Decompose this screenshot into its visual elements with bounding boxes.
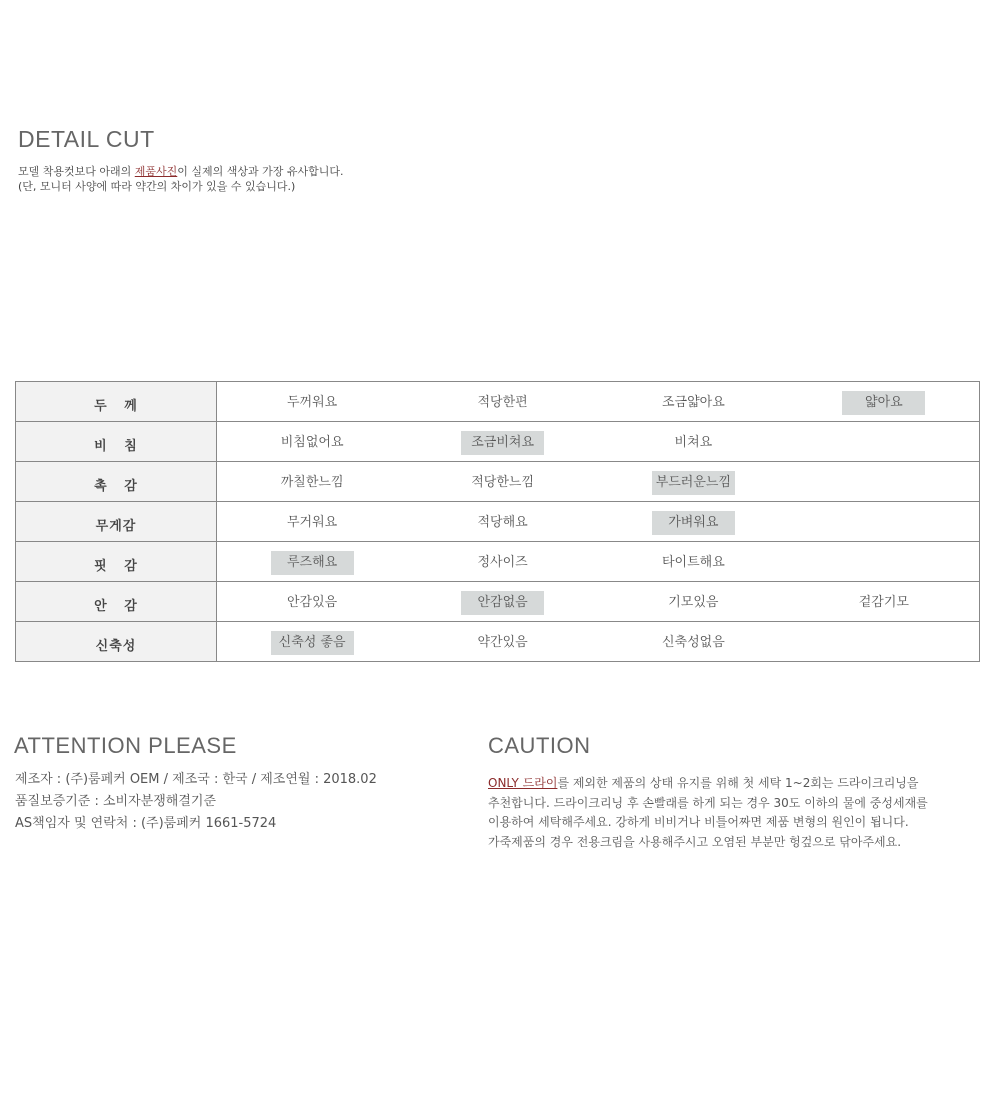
- spec-option-cell: [217, 462, 408, 502]
- attention-title: ATTENTION PLEASE: [14, 733, 237, 758]
- quality-standard-line: 품질보증기준 : 소비자분쟁해결기준: [15, 794, 217, 809]
- spec-option-cell: [598, 382, 789, 422]
- spec-row-label: 신축성: [95, 638, 137, 654]
- spec-option-selected: 신축성 좋음: [271, 631, 354, 655]
- caution-line-2: 추천합니다. 드라이크리닝 후 손빨래를 하게 되는 경우 30도 이하의 물에 중성세재를: [488, 795, 928, 810]
- spec-option-cell: [217, 582, 408, 622]
- caution-line-4: 가죽제품의 경우 전용크림을 사용해주시고 오염된 부분만 헝겊으로 닦아주세요.: [488, 834, 902, 849]
- spec-option-cell: [217, 382, 408, 422]
- spec-row-label-cell: [16, 502, 217, 542]
- spec-option-selected: 루즈해요: [271, 551, 354, 575]
- spec-row-label: 무게감: [95, 518, 137, 534]
- spec-option-cell: [217, 622, 408, 662]
- detail-desc-line-1: 모델 착용컷보다 아래의 제품사진이 실제의 색상과 가장 유사합니다.: [18, 165, 344, 178]
- spec-option-cell: [407, 542, 598, 582]
- spec-option: 조금얇아요: [661, 394, 725, 410]
- spec-row-label-cell: [16, 622, 217, 662]
- spec-row-label: 안 감: [94, 598, 138, 614]
- spec-option-cell: [598, 582, 789, 622]
- spec-option: 적당해요: [477, 514, 528, 530]
- spec-row-label-cell: [16, 422, 217, 462]
- spec-row-label-cell: [16, 542, 217, 582]
- spec-row-label-cell: [16, 462, 217, 502]
- spec-option-cell: [598, 542, 789, 582]
- spec-option-cell: [407, 422, 598, 462]
- manufacturer-line: 제조자 : (주)룸페커 OEM / 제조국 : 한국 / 제조연월 : 2018.02: [15, 772, 377, 787]
- spec-option-cell: [789, 622, 980, 662]
- spec-option: 비쳐요: [674, 434, 713, 450]
- spec-option: 적당한편: [477, 394, 528, 410]
- spec-row: [16, 542, 980, 582]
- spec-option: 신축성없음: [661, 634, 725, 650]
- spec-option-cell: [598, 622, 789, 662]
- spec-row: [16, 622, 980, 662]
- spec-option-cell: [789, 542, 980, 582]
- spec-option-cell: [407, 382, 598, 422]
- spec-row-label-cell: [16, 382, 217, 422]
- spec-option-cell: [789, 502, 980, 542]
- spec-row-label: 비 침: [94, 438, 138, 454]
- spec-option: 타이트해요: [661, 554, 725, 570]
- fabric-spec-table: [15, 381, 980, 662]
- spec-row: [16, 462, 980, 502]
- spec-row: [16, 382, 980, 422]
- spec-option-cell: [407, 622, 598, 662]
- spec-row: [16, 582, 980, 622]
- spec-option-cell: [217, 422, 408, 462]
- spec-option: 약간있음: [477, 634, 528, 650]
- spec-option-cell: [407, 582, 598, 622]
- spec-option: 안감있음: [287, 594, 338, 610]
- detail-cut-description: [18, 164, 344, 194]
- spec-option: 두꺼워요: [287, 394, 338, 410]
- spec-option-cell: [789, 582, 980, 622]
- spec-option-cell: [789, 462, 980, 502]
- spec-option-selected: 부드러운느낌: [652, 471, 735, 495]
- spec-option-cell: [598, 422, 789, 462]
- spec-option-cell: [789, 382, 980, 422]
- spec-option-selected: 가벼워요: [652, 511, 735, 535]
- caution-line-3: 이용하여 세탁해주세요. 강하게 비비거나 비틀어짜면 제품 변형의 원인이 됩니다.: [488, 815, 909, 829]
- spec-option: 까칠한느낌: [280, 474, 344, 490]
- spec-option-cell: [789, 422, 980, 462]
- detail-cut-title: DETAIL CUT: [18, 126, 155, 152]
- detail-desc-line-2: (단, 모니터 사양에 따라 약간의 차이가 있을 수 있습니다.): [18, 180, 296, 193]
- spec-option: 무거워요: [287, 514, 338, 530]
- spec-row-label: 핏 감: [94, 558, 138, 574]
- spec-option: 적당한느낌: [471, 474, 535, 490]
- spec-option: 기모있음: [668, 594, 719, 610]
- spec-row: [16, 502, 980, 542]
- spec-option: 겉감기모: [858, 594, 909, 610]
- as-contact-line: AS책임자 및 연락처 : (주)룸페커 1661-5724: [15, 816, 277, 831]
- spec-row-label-cell: [16, 582, 217, 622]
- only-dry-highlight: ONLY 드라이: [488, 776, 558, 790]
- spec-option-selected: 조금비쳐요: [461, 431, 544, 455]
- product-photo-highlight: 제품사진: [134, 165, 178, 178]
- spec-row: [16, 422, 980, 462]
- caution-title: CAUTION: [488, 733, 591, 758]
- caution-line-1: ONLY 드라이를 제외한 제품의 상태 유지를 위해 첫 세탁 1~2회는 드라이크리닝을: [488, 776, 919, 790]
- spec-option-selected: 얇아요: [842, 391, 925, 415]
- spec-option-cell: [598, 462, 789, 502]
- spec-option: 비침없어요: [280, 434, 344, 450]
- spec-option-selected: 안감없음: [461, 591, 544, 615]
- spec-option-cell: [598, 502, 789, 542]
- caution-info: [488, 774, 928, 852]
- attention-info: [15, 769, 377, 835]
- spec-option-cell: [217, 502, 408, 542]
- spec-row-label: 두 께: [94, 398, 138, 414]
- spec-option-cell: [407, 462, 598, 502]
- spec-row-label: 촉 감: [94, 478, 138, 494]
- spec-option-cell: [407, 502, 598, 542]
- spec-option: 정사이즈: [477, 554, 528, 570]
- spec-option-cell: [217, 542, 408, 582]
